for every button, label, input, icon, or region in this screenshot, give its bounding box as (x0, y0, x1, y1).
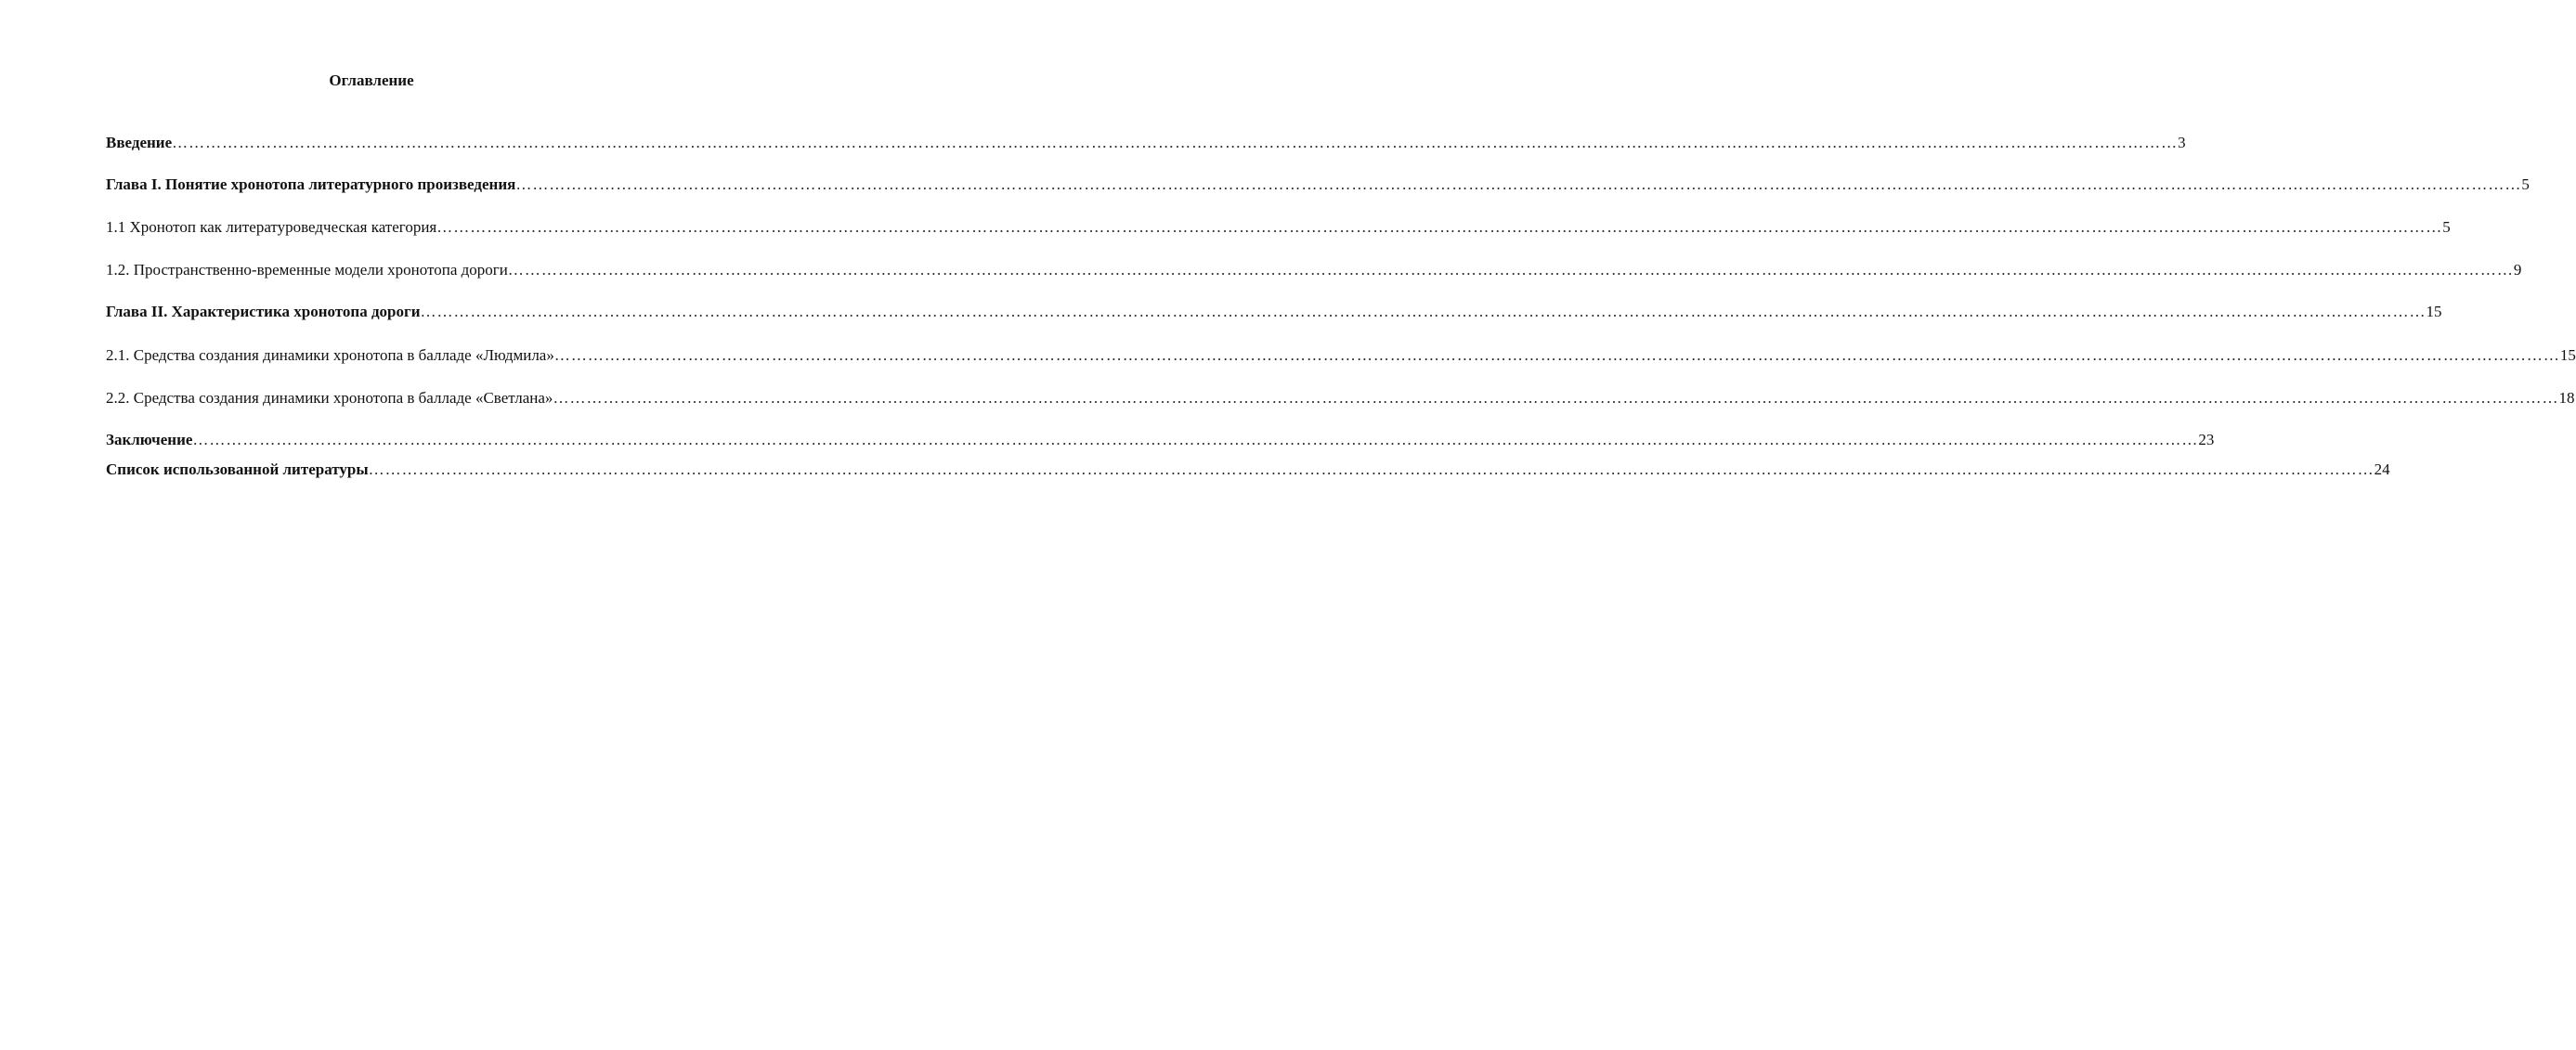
toc-entry-conclusion (106, 430, 2215, 450)
toc-entry-page: 5 (2521, 175, 2530, 193)
toc-entry-chapter-1 (106, 175, 2530, 195)
toc-entry-label: Введение (106, 134, 173, 151)
toc-leader-dots: ……………………………………………………………………………………………………………………………………………………………………………………………………………………………………………………………………………………………………………………………… (553, 346, 2560, 364)
toc-entry-page: 15 (2559, 346, 2576, 364)
toc-entry-page: 3 (2178, 134, 2186, 151)
toc-leader-dots: ……………………………………………………………………………………………………………………………………………………………………………………………………………………………………………………………………………………………………………………………… (515, 175, 2522, 193)
toc-leader-dots: ……………………………………………………………………………………………………………………………………………………………………………………………………………………………………………………………………………………………………………………………… (420, 303, 2426, 320)
toc-entry-bibliography (106, 460, 2390, 480)
toc-entry-section-1-1 (106, 217, 2451, 238)
toc-leader-dots: ……………………………………………………………………………………………………………………………………………………………………………………………………………………………………………………………………………………………………………………………… (507, 261, 2514, 279)
toc-entry-section-2-1 (106, 345, 2576, 366)
toc-entry-page: 23 (2198, 431, 2215, 448)
toc-entry-page: 24 (2374, 460, 2390, 478)
toc-entry-label: Глава I. Понятие хронотопа литературного произведения (106, 175, 516, 193)
toc-entry-introduction (106, 133, 2186, 153)
toc-leader-dots: ……………………………………………………………………………………………………………………………………………………………………………………………………………………………………………………………………………………………………………………………… (192, 431, 2199, 448)
toc-entry-label: 2.2. Средства создания динамики хронотопа в балладе «Светлана» (106, 389, 553, 407)
toc-entry-label: Список использованной литературы (106, 460, 369, 478)
toc-entry-label: 1.1 Хронотоп как литературоведческая категория (106, 218, 437, 236)
toc-entry-label: 2.1. Средства создания динамики хронотопа в балладе «Людмила» (106, 346, 554, 364)
toc-leader-dots: ……………………………………………………………………………………………………………………………………………………………………………………………………………………………………………………………………………………………………………………………… (172, 134, 2179, 151)
toc-entry-section-2-2 (106, 388, 2575, 408)
toc-entry-page: 15 (2426, 303, 2442, 320)
toc-entry-page: 18 (2558, 389, 2575, 407)
toc-entry-page: 5 (2442, 218, 2451, 236)
toc-leader-dots: ……………………………………………………………………………………………………………………………………………………………………………………………………………………………………………………………………………………………………………………………… (553, 389, 2559, 407)
toc-entry-page: 9 (2513, 261, 2522, 279)
toc-leader-dots: ……………………………………………………………………………………………………………………………………………………………………………………………………………………………………………………………………………………………………………………………… (436, 218, 2443, 236)
toc-entry-chapter-2 (106, 302, 2442, 322)
toc-title: Оглавление (329, 71, 414, 89)
toc-leader-dots: ……………………………………………………………………………………………………………………………………………………………………………………………………………………………………………………………………………………………………………………………… (368, 460, 2374, 478)
toc-entry-label: 1.2. Пространственно-временные модели хронотопа дороги (106, 261, 508, 279)
toc-entry-section-1-2 (106, 260, 2522, 280)
toc-entry-label: Заключение (106, 431, 193, 448)
toc-entry-label: Глава II. Характеристика хронотопа дороги (106, 303, 421, 320)
